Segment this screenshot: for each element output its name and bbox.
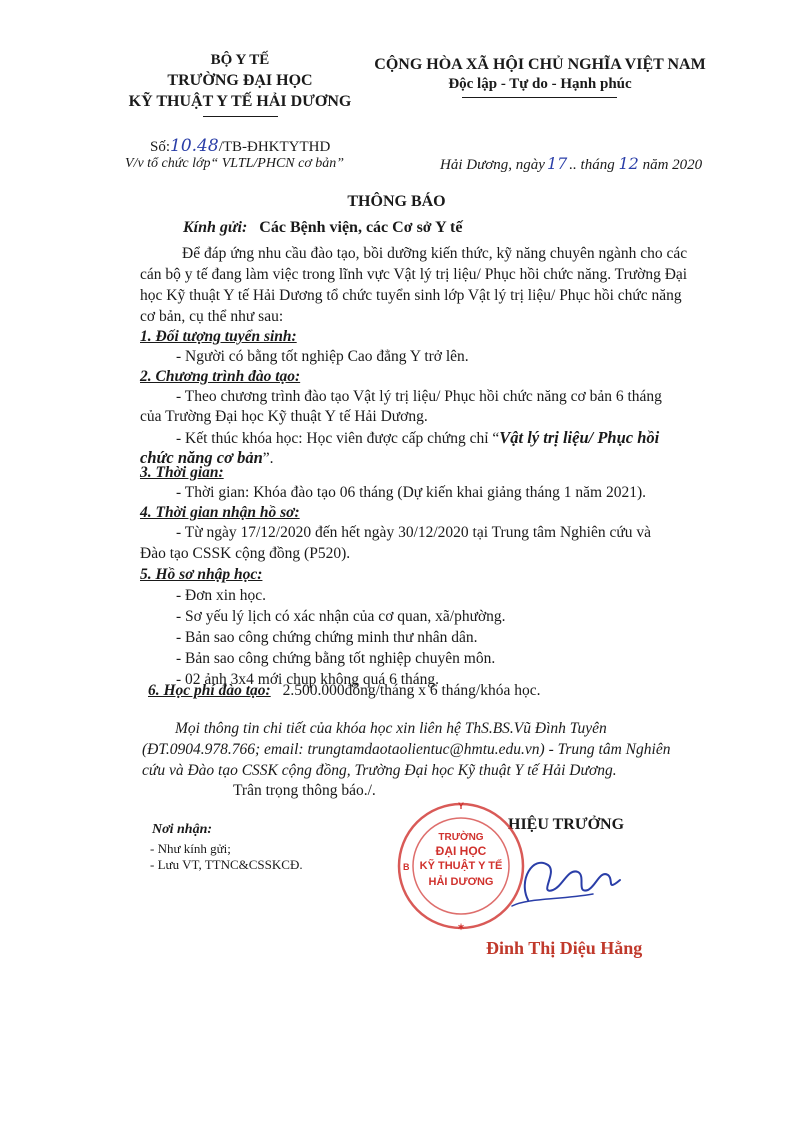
section-4-line-1: - Từ ngày 17/12/2020 đến hết ngày 30/12/2020 tại Trung tâm Nghiên cứu và bbox=[176, 524, 652, 541]
recipients-item: - Như kính gửi; bbox=[150, 841, 231, 856]
date-day: 17 bbox=[546, 154, 568, 173]
section-3-heading: 3. Thời gian: bbox=[140, 464, 224, 481]
recipients-label: Nơi nhận: bbox=[152, 822, 213, 837]
section-4-line-2: Đào tạo CSSK cộng đồng (P520). bbox=[140, 545, 351, 562]
section-3-line: - Thời gian: Khóa đào tạo 06 tháng (Dự kiến khai giảng tháng 1 năm 2021). bbox=[176, 484, 647, 501]
section-5-item: - 02 ảnh 3x4 mới chụp không quá 6 tháng. bbox=[176, 671, 440, 688]
svg-text:✶: ✶ bbox=[457, 922, 465, 932]
ministry-name: BỘ Y TẾ bbox=[210, 52, 270, 68]
stamp-text-2: ĐẠI HỌC bbox=[435, 844, 487, 858]
date-month: 12 bbox=[618, 154, 639, 173]
section-2-line-4-suffix: ”. bbox=[262, 450, 274, 467]
document-number bbox=[150, 136, 330, 156]
section-1-heading: 1. Đối tượng tuyển sinh: bbox=[140, 328, 297, 345]
recipient-line bbox=[183, 219, 462, 237]
date-month-label: tháng bbox=[580, 157, 615, 173]
tuition-fee: 2.500.000đồng/tháng x 6 tháng/khóa học. bbox=[282, 682, 541, 699]
section-6-heading: 6. Học phí đào tạo: bbox=[148, 682, 271, 699]
date-year: năm 2020 bbox=[642, 157, 703, 173]
section-5-item: - Sơ yếu lý lịch có xác nhận của cơ quan, xã/phường. bbox=[176, 608, 506, 625]
certificate-name-part1: Vật lý trị liệu/ Phục hồi bbox=[499, 428, 660, 447]
school-name-line1: TRƯỜNG ĐẠI HỌC bbox=[167, 72, 313, 89]
intro-line-3: học Kỹ thuật Y tế Hải Dương tổ chức tuyển sinh lớp Vật lý trị liệu/ Phục hồi chức năng bbox=[140, 287, 682, 304]
national-motto: Độc lập - Tự do - Hạnh phúc bbox=[448, 76, 632, 92]
stamp-text-3: KỸ THUẬT Y TẾ bbox=[419, 860, 503, 872]
svg-text:Y: Y bbox=[457, 801, 465, 811]
document-title: THÔNG BÁO bbox=[347, 193, 446, 210]
document-subject: V/v tổ chức lớp“ VLTL/PHCN cơ bản” bbox=[125, 156, 345, 171]
signer-title: HIỆU TRƯỞNG bbox=[508, 816, 625, 833]
contact-line-1: Mọi thông tin chi tiết của khóa học xin liên hệ ThS.BS.Vũ Đình Tuyên bbox=[175, 720, 607, 737]
document-date: Hải Dương, ngày 17 .. tháng 12 năm 2020 bbox=[440, 154, 703, 173]
signature-stroke bbox=[498, 850, 628, 910]
section-5-item: - Bản sao công chứng bằng tốt nghiệp chuyên môn. bbox=[176, 650, 496, 667]
section-2-line-3-text: - Kết thúc khóa học: Học viên được cấp chứng chỉ “ bbox=[176, 430, 500, 447]
recipient-label: Kính gửi: bbox=[183, 219, 248, 236]
stamp-text-1: TRƯỜNG bbox=[438, 832, 484, 843]
section-6-line bbox=[148, 682, 540, 700]
handwritten-signature bbox=[498, 850, 628, 910]
section-2-line-3 bbox=[176, 428, 659, 448]
recipients-item: - Lưu VT, TTNC&CSSKCĐ. bbox=[150, 857, 303, 872]
number-suffix: /TB-ĐHKTYTHD bbox=[218, 139, 331, 155]
section-1-line: - Người có bằng tốt nghiệp Cao đẳng Y trở lên. bbox=[176, 348, 469, 365]
intro-line-1: Để đáp ứng nhu cầu đào tạo, bồi dưỡng kiến thức, kỹ năng chuyên ngành cho các bbox=[182, 245, 688, 262]
section-2-heading: 2. Chương trình đào tạo: bbox=[140, 368, 301, 385]
section-4-heading: 4. Thời gian nhận hồ sơ: bbox=[140, 504, 300, 521]
number-prefix: Số: bbox=[150, 139, 171, 155]
republic-name: CỘNG HÒA XÃ HỘI CHỦ NGHĨA VIỆT NAM bbox=[374, 56, 706, 73]
header-left-underline bbox=[203, 116, 278, 117]
section-5-heading: 5. Hồ sơ nhập học: bbox=[140, 566, 263, 583]
school-name-line2: KỸ THUẬT Y TẾ HẢI DƯƠNG bbox=[128, 93, 352, 110]
recipient-value: Các Bệnh viện, các Cơ sở Y tế bbox=[259, 219, 463, 236]
closing-line: Trân trọng thông báo./. bbox=[233, 782, 376, 799]
contact-line-3: cứu và Đào tạo CSSK cộng đồng, Trường Đại học Kỹ thuật Y tế Hải Dương. bbox=[142, 762, 617, 779]
section-5-item: - Đơn xin học. bbox=[176, 587, 266, 604]
section-5-item: - Bản sao công chứng chứng minh thư nhân dân. bbox=[176, 629, 478, 646]
section-2-line-1: - Theo chương trình đào tạo Vật lý trị liệu/ Phục hồi chức năng cơ bản 6 tháng bbox=[176, 388, 662, 405]
section-2-line-2: của Trường Đại học Kỹ thuật Y tế Hải Dương. bbox=[140, 408, 428, 425]
svg-text:B: B bbox=[403, 862, 410, 872]
header-right-underline bbox=[462, 97, 617, 98]
signer-name: Đinh Thị Diệu Hằng bbox=[486, 938, 643, 958]
date-prefix: Hải Dương, ngày bbox=[440, 157, 545, 173]
stamp-text-4: HẢI DƯƠNG bbox=[428, 876, 494, 888]
number-handwritten: 10.48 bbox=[170, 136, 219, 156]
intro-line-4: cơ bản, cụ thể như sau: bbox=[140, 308, 284, 325]
certificate-name-part2: chức năng cơ bản bbox=[140, 448, 263, 467]
intro-line-2: cán bộ y tế đang làm việc trong lĩnh vực Vật lý trị liệu/ Phục hồi chức năng. Trường Đại bbox=[140, 266, 688, 283]
contact-line-2: (ĐT.0904.978.766; email: trungtamdaotaolientuc@hmtu.edu.vn) - Trung tâm Nghiên bbox=[142, 741, 671, 758]
